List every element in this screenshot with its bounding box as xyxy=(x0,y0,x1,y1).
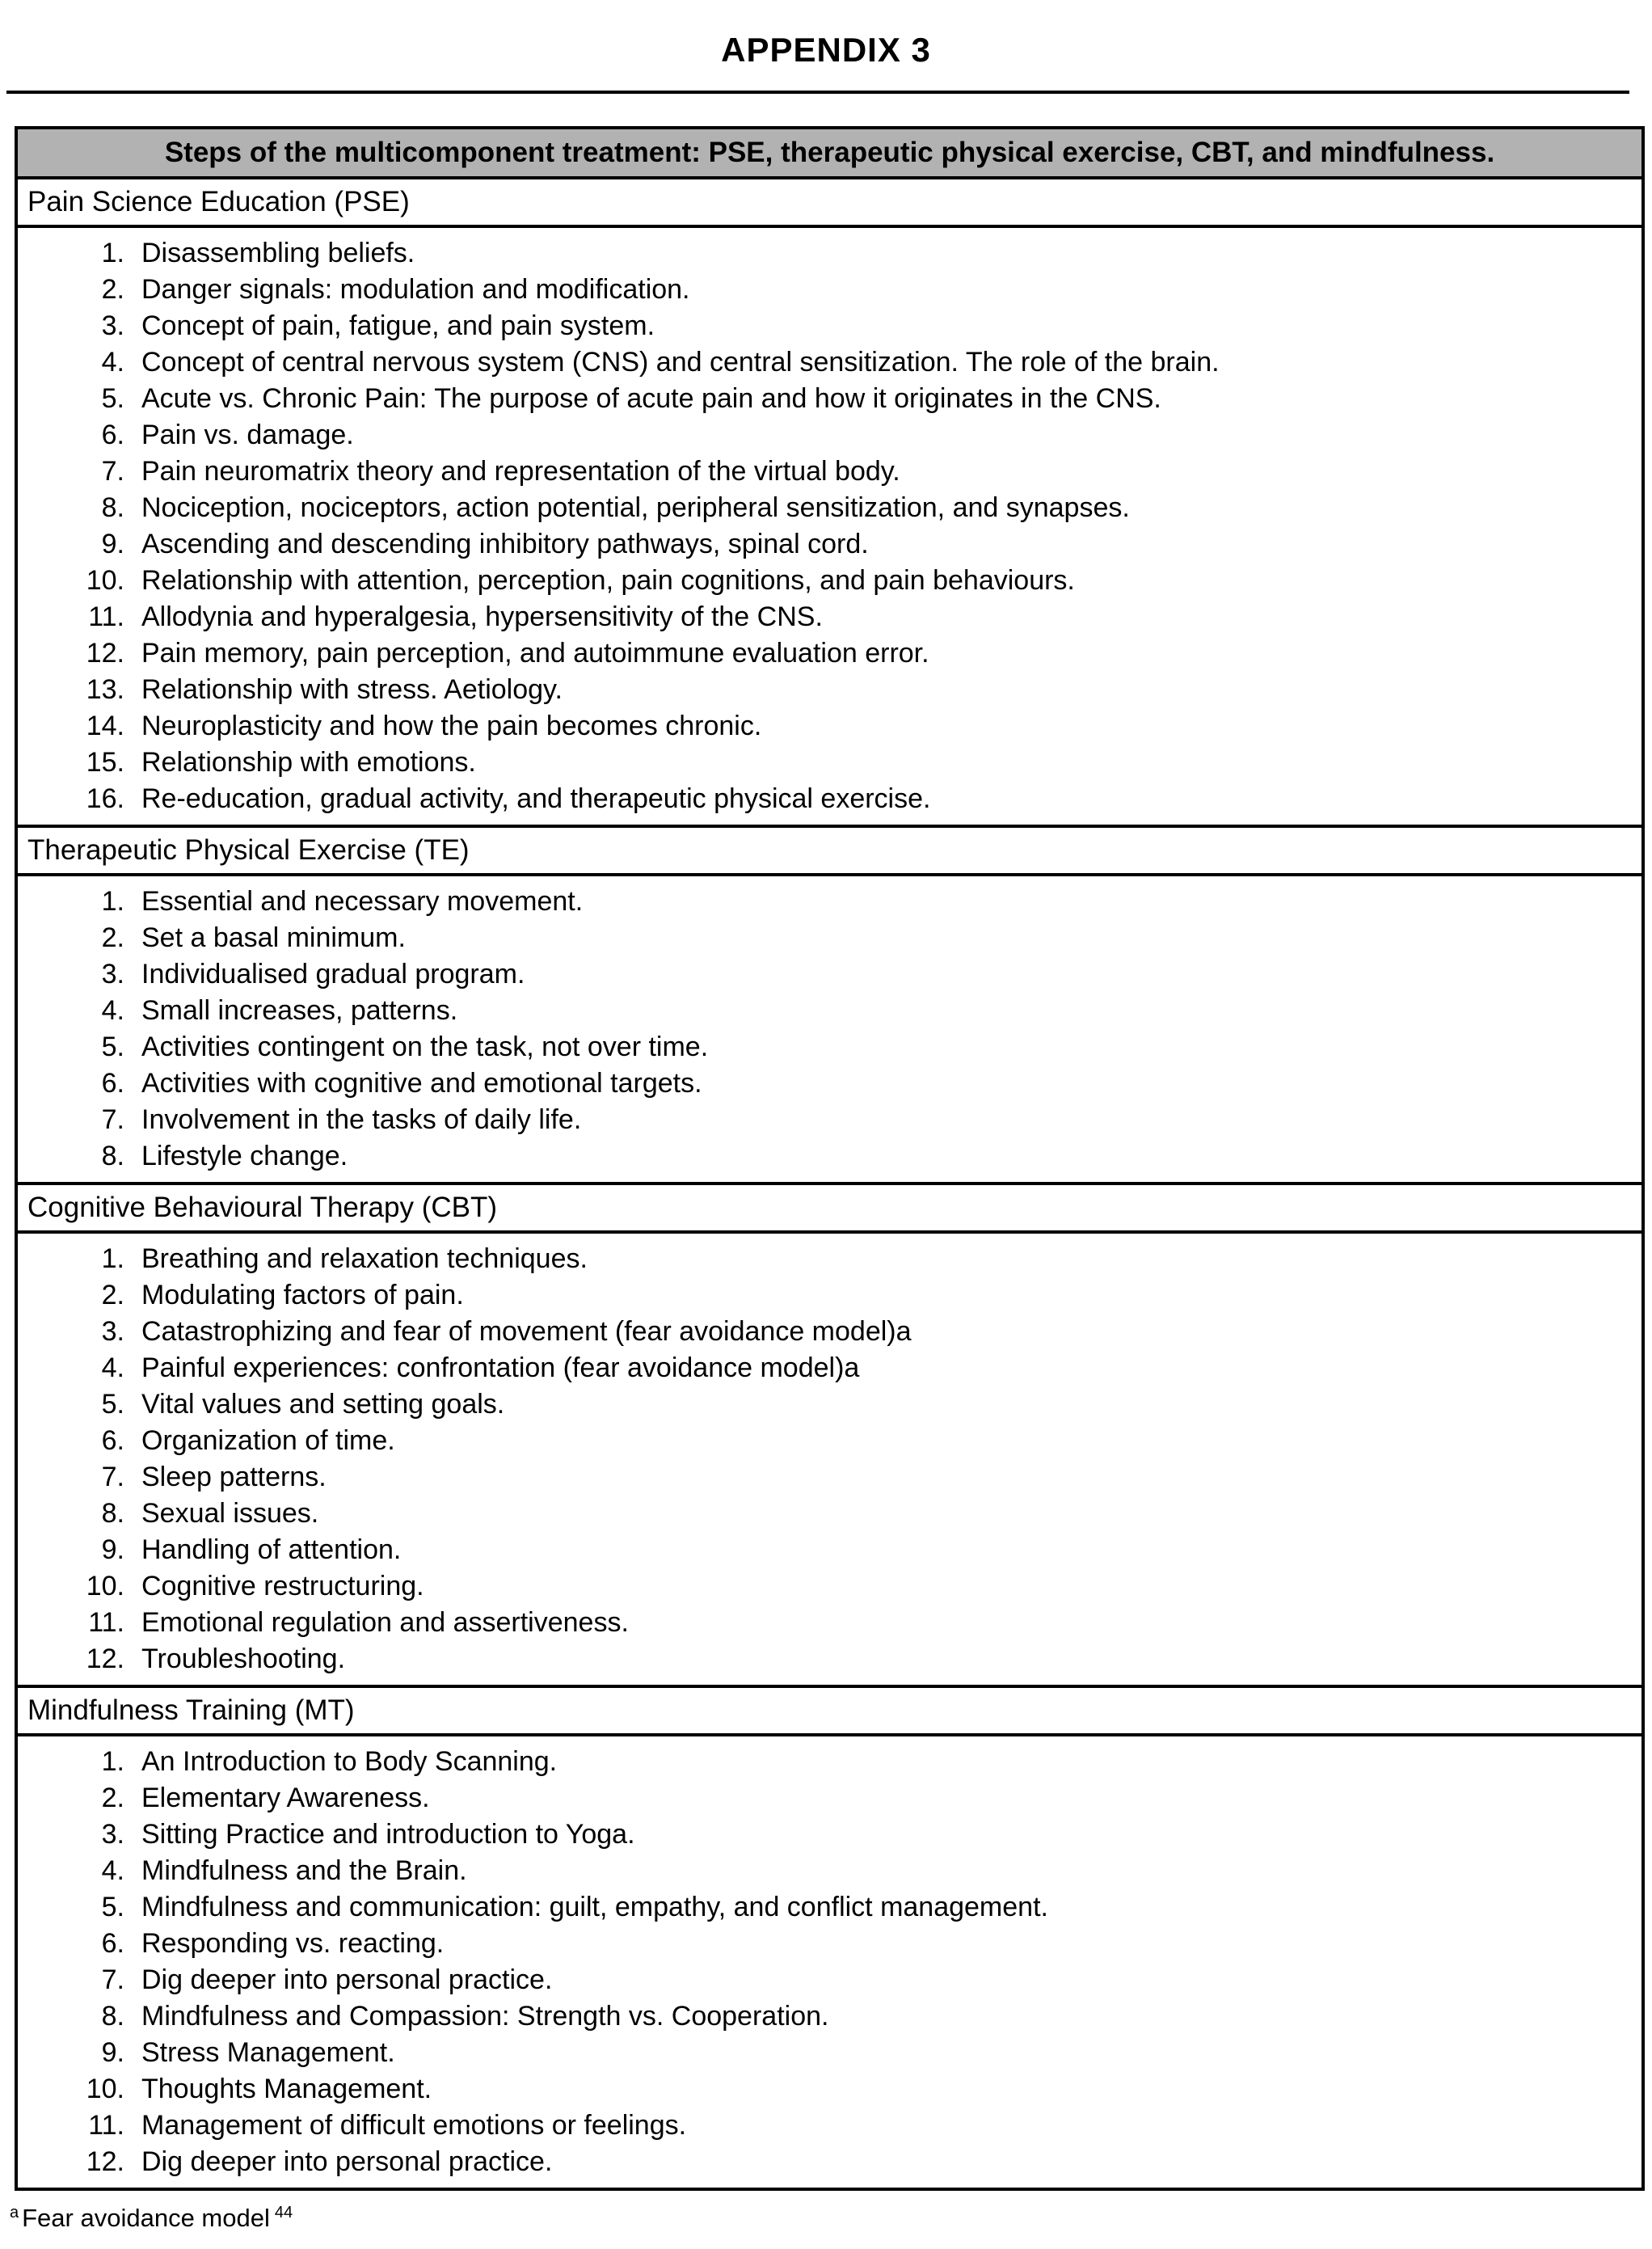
list-item xyxy=(18,920,1641,956)
item-number: 7. xyxy=(101,1964,124,1995)
footnote-marker: a xyxy=(10,2203,19,2222)
list-item xyxy=(18,272,1641,308)
item-text: Lifestyle change. xyxy=(141,1141,348,1171)
item-text: Sleep patterns. xyxy=(141,1462,327,1492)
item-number: 4. xyxy=(101,347,124,378)
item-number: 7. xyxy=(101,1462,124,1492)
item-number: 3. xyxy=(101,1819,124,1850)
list-item xyxy=(18,1853,1641,1889)
list-item xyxy=(18,1138,1641,1175)
list-item xyxy=(18,235,1641,272)
section-items xyxy=(18,1234,1641,1688)
list-item xyxy=(18,1568,1641,1605)
item-number: 2. xyxy=(101,1280,124,1310)
item-number: 2. xyxy=(101,922,124,953)
item-text: Mindfulness and the Brain. xyxy=(141,1855,467,1886)
item-text: Acute vs. Chronic Pain: The purpose of acute pain and how it originates in the CNS. xyxy=(141,383,1161,414)
list-item xyxy=(18,1386,1641,1423)
item-text: Mindfulness and Compassion: Strength vs. Cooperation. xyxy=(141,2001,829,2032)
item-number: 7. xyxy=(101,1104,124,1135)
list-item xyxy=(18,1241,1641,1277)
item-text: Relationship with stress. Aetiology. xyxy=(141,674,563,705)
item-number: 4. xyxy=(101,1855,124,1886)
list-item xyxy=(18,1350,1641,1386)
section-items xyxy=(18,228,1641,828)
item-number: 8. xyxy=(101,1141,124,1171)
list-item xyxy=(18,1780,1641,1816)
item-number: 3. xyxy=(101,1316,124,1347)
item-number: 11. xyxy=(88,2110,124,2141)
list-item xyxy=(18,745,1641,781)
item-text: Mindfulness and communication: guilt, empathy, and conflict management. xyxy=(141,1892,1048,1922)
list-item xyxy=(18,781,1641,817)
item-number: 14. xyxy=(86,711,124,741)
footnote-reference: 44 xyxy=(274,2203,293,2222)
list-item xyxy=(18,1102,1641,1138)
section-title: Therapeutic Physical Exercise (TE) xyxy=(18,828,1641,876)
item-number: 5. xyxy=(101,1032,124,1062)
item-text: Set a basal minimum. xyxy=(141,922,406,953)
list-item xyxy=(18,454,1641,490)
item-number: 4. xyxy=(101,995,124,1026)
item-text: Re-education, gradual activity, and therapeutic physical exercise. xyxy=(141,783,931,814)
item-text: Troubleshooting. xyxy=(141,1644,346,1674)
list-item xyxy=(18,1889,1641,1926)
list-item xyxy=(18,1926,1641,1962)
item-text: Allodynia and hyperalgesia, hypersensitivity of the CNS. xyxy=(141,601,823,632)
item-number: 10. xyxy=(86,2074,124,2104)
item-number: 15. xyxy=(86,747,124,778)
item-number: 10. xyxy=(86,1571,124,1601)
list-item xyxy=(18,1998,1641,2035)
title-divider xyxy=(6,91,1629,94)
list-item xyxy=(18,2035,1641,2071)
item-text: Neuroplasticity and how the pain becomes chronic. xyxy=(141,711,762,741)
item-number: 6. xyxy=(101,1928,124,1959)
item-text: Sitting Practice and introduction to Yoga. xyxy=(141,1819,635,1850)
item-text: Ascending and descending inhibitory pathways, spinal cord. xyxy=(141,529,869,559)
list-item xyxy=(18,2108,1641,2144)
item-number: 1. xyxy=(101,886,124,917)
item-text: Vital values and setting goals. xyxy=(141,1389,505,1420)
item-text: Modulating factors of pain. xyxy=(141,1280,464,1310)
item-number: 7. xyxy=(101,456,124,487)
item-number: 2. xyxy=(101,274,124,305)
footnote-text: Fear avoidance model xyxy=(22,2204,270,2232)
list-item xyxy=(18,1962,1641,1998)
list-item xyxy=(18,563,1641,599)
item-number: 9. xyxy=(101,2037,124,2068)
list-item xyxy=(18,1641,1641,1677)
item-text: An Introduction to Body Scanning. xyxy=(141,1746,558,1777)
list-item xyxy=(18,1029,1641,1065)
section-title: Cognitive Behavioural Therapy (CBT) xyxy=(18,1185,1641,1234)
list-item xyxy=(18,1816,1641,1853)
list-item xyxy=(18,672,1641,708)
list-item xyxy=(18,1496,1641,1532)
page-title: APPENDIX 3 xyxy=(721,31,931,69)
item-text: Concept of central nervous system (CNS) and central sensitization. The role of the brain. xyxy=(141,347,1220,378)
item-number: 5. xyxy=(101,383,124,414)
item-text: Activities with cognitive and emotional targets. xyxy=(141,1068,702,1099)
list-item xyxy=(18,381,1641,417)
item-number: 11. xyxy=(88,601,124,632)
section-title: Pain Science Education (PSE) xyxy=(18,179,1641,228)
item-number: 1. xyxy=(101,238,124,268)
item-text: Individualised gradual program. xyxy=(141,959,525,989)
item-number: 4. xyxy=(101,1352,124,1383)
item-number: 3. xyxy=(101,959,124,989)
item-text: Handling of attention. xyxy=(141,1534,402,1565)
item-text: Management of difficult emotions or feelings. xyxy=(141,2110,687,2141)
item-text: Dig deeper into personal practice. xyxy=(141,2146,553,2177)
item-text: Danger signals: modulation and modification. xyxy=(141,274,690,305)
list-item xyxy=(18,884,1641,920)
section-items xyxy=(18,1736,1641,2188)
item-text: Breathing and relaxation techniques. xyxy=(141,1243,588,1274)
list-item xyxy=(18,1314,1641,1350)
item-text: Catastrophizing and fear of movement (fear avoidance model)a xyxy=(141,1316,912,1347)
item-number: 5. xyxy=(101,1892,124,1922)
list-item xyxy=(18,708,1641,745)
list-item xyxy=(18,1423,1641,1459)
item-text: Disassembling beliefs. xyxy=(141,238,415,268)
treatment-table xyxy=(15,126,1645,2191)
item-text: Emotional regulation and assertiveness. xyxy=(141,1607,629,1638)
list-item xyxy=(18,956,1641,993)
item-number: 2. xyxy=(101,1783,124,1813)
item-number: 6. xyxy=(101,420,124,450)
list-item xyxy=(18,526,1641,563)
list-item xyxy=(18,1459,1641,1496)
item-number: 6. xyxy=(101,1425,124,1456)
item-text: Concept of pain, fatigue, and pain system. xyxy=(141,310,655,341)
list-item xyxy=(18,308,1641,344)
list-item xyxy=(18,2144,1641,2180)
list-item xyxy=(18,993,1641,1029)
item-text: Stress Management. xyxy=(141,2037,395,2068)
item-number: 1. xyxy=(101,1746,124,1777)
item-number: 11. xyxy=(88,1607,124,1638)
list-item xyxy=(18,1605,1641,1641)
list-item xyxy=(18,2071,1641,2108)
item-number: 12. xyxy=(86,1644,124,1674)
item-text: Organization of time. xyxy=(141,1425,395,1456)
item-number: 9. xyxy=(101,1534,124,1565)
list-item xyxy=(18,1532,1641,1568)
item-number: 3. xyxy=(101,310,124,341)
list-item xyxy=(18,344,1641,381)
item-text: Pain memory, pain perception, and autoimmune evaluation error. xyxy=(141,638,929,669)
item-text: Activities contingent on the task, not over time. xyxy=(141,1032,709,1062)
footnote xyxy=(10,2204,1652,2233)
item-number: 10. xyxy=(86,565,124,596)
item-number: 8. xyxy=(101,2001,124,2032)
item-text: Painful experiences: confrontation (fear avoidance model)a xyxy=(141,1352,860,1383)
item-text: Dig deeper into personal practice. xyxy=(141,1964,553,1995)
list-item xyxy=(18,1277,1641,1314)
item-number: 6. xyxy=(101,1068,124,1099)
item-text: Relationship with emotions. xyxy=(141,747,476,778)
item-text: Pain vs. damage. xyxy=(141,420,354,450)
item-number: 16. xyxy=(86,783,124,814)
item-text: Nociception, nociceptors, action potential, peripheral sensitization, and synapses. xyxy=(141,492,1130,523)
item-number: 8. xyxy=(101,1498,124,1529)
item-number: 1. xyxy=(101,1243,124,1274)
item-text: Pain neuromatrix theory and representation of the virtual body. xyxy=(141,456,900,487)
item-text: Involvement in the tasks of daily life. xyxy=(141,1104,582,1135)
item-number: 12. xyxy=(86,638,124,669)
section-items xyxy=(18,876,1641,1185)
table-sections xyxy=(18,179,1641,2188)
item-number: 8. xyxy=(101,492,124,523)
list-item xyxy=(18,599,1641,635)
item-text: Cognitive restructuring. xyxy=(141,1571,424,1601)
item-text: Essential and necessary movement. xyxy=(141,886,584,917)
item-text: Sexual issues. xyxy=(141,1498,319,1529)
table-header: Steps of the multicomponent treatment: PSE, therapeutic physical exercise, CBT, and mindfulness. xyxy=(18,129,1641,179)
item-number: 13. xyxy=(86,674,124,705)
list-item xyxy=(18,1744,1641,1780)
list-item xyxy=(18,490,1641,526)
list-item xyxy=(18,635,1641,672)
list-item xyxy=(18,417,1641,454)
section-title: Mindfulness Training (MT) xyxy=(18,1688,1641,1736)
item-number: 5. xyxy=(101,1389,124,1420)
item-number: 9. xyxy=(101,529,124,559)
item-text: Thoughts Management. xyxy=(141,2074,432,2104)
item-text: Relationship with attention, perception, pain cognitions, and pain behaviours. xyxy=(141,565,1075,596)
item-text: Small increases, patterns. xyxy=(141,995,458,1026)
list-item xyxy=(18,1065,1641,1102)
item-text: Responding vs. reacting. xyxy=(141,1928,445,1959)
item-text: Elementary Awareness. xyxy=(141,1783,430,1813)
item-number: 12. xyxy=(86,2146,124,2177)
